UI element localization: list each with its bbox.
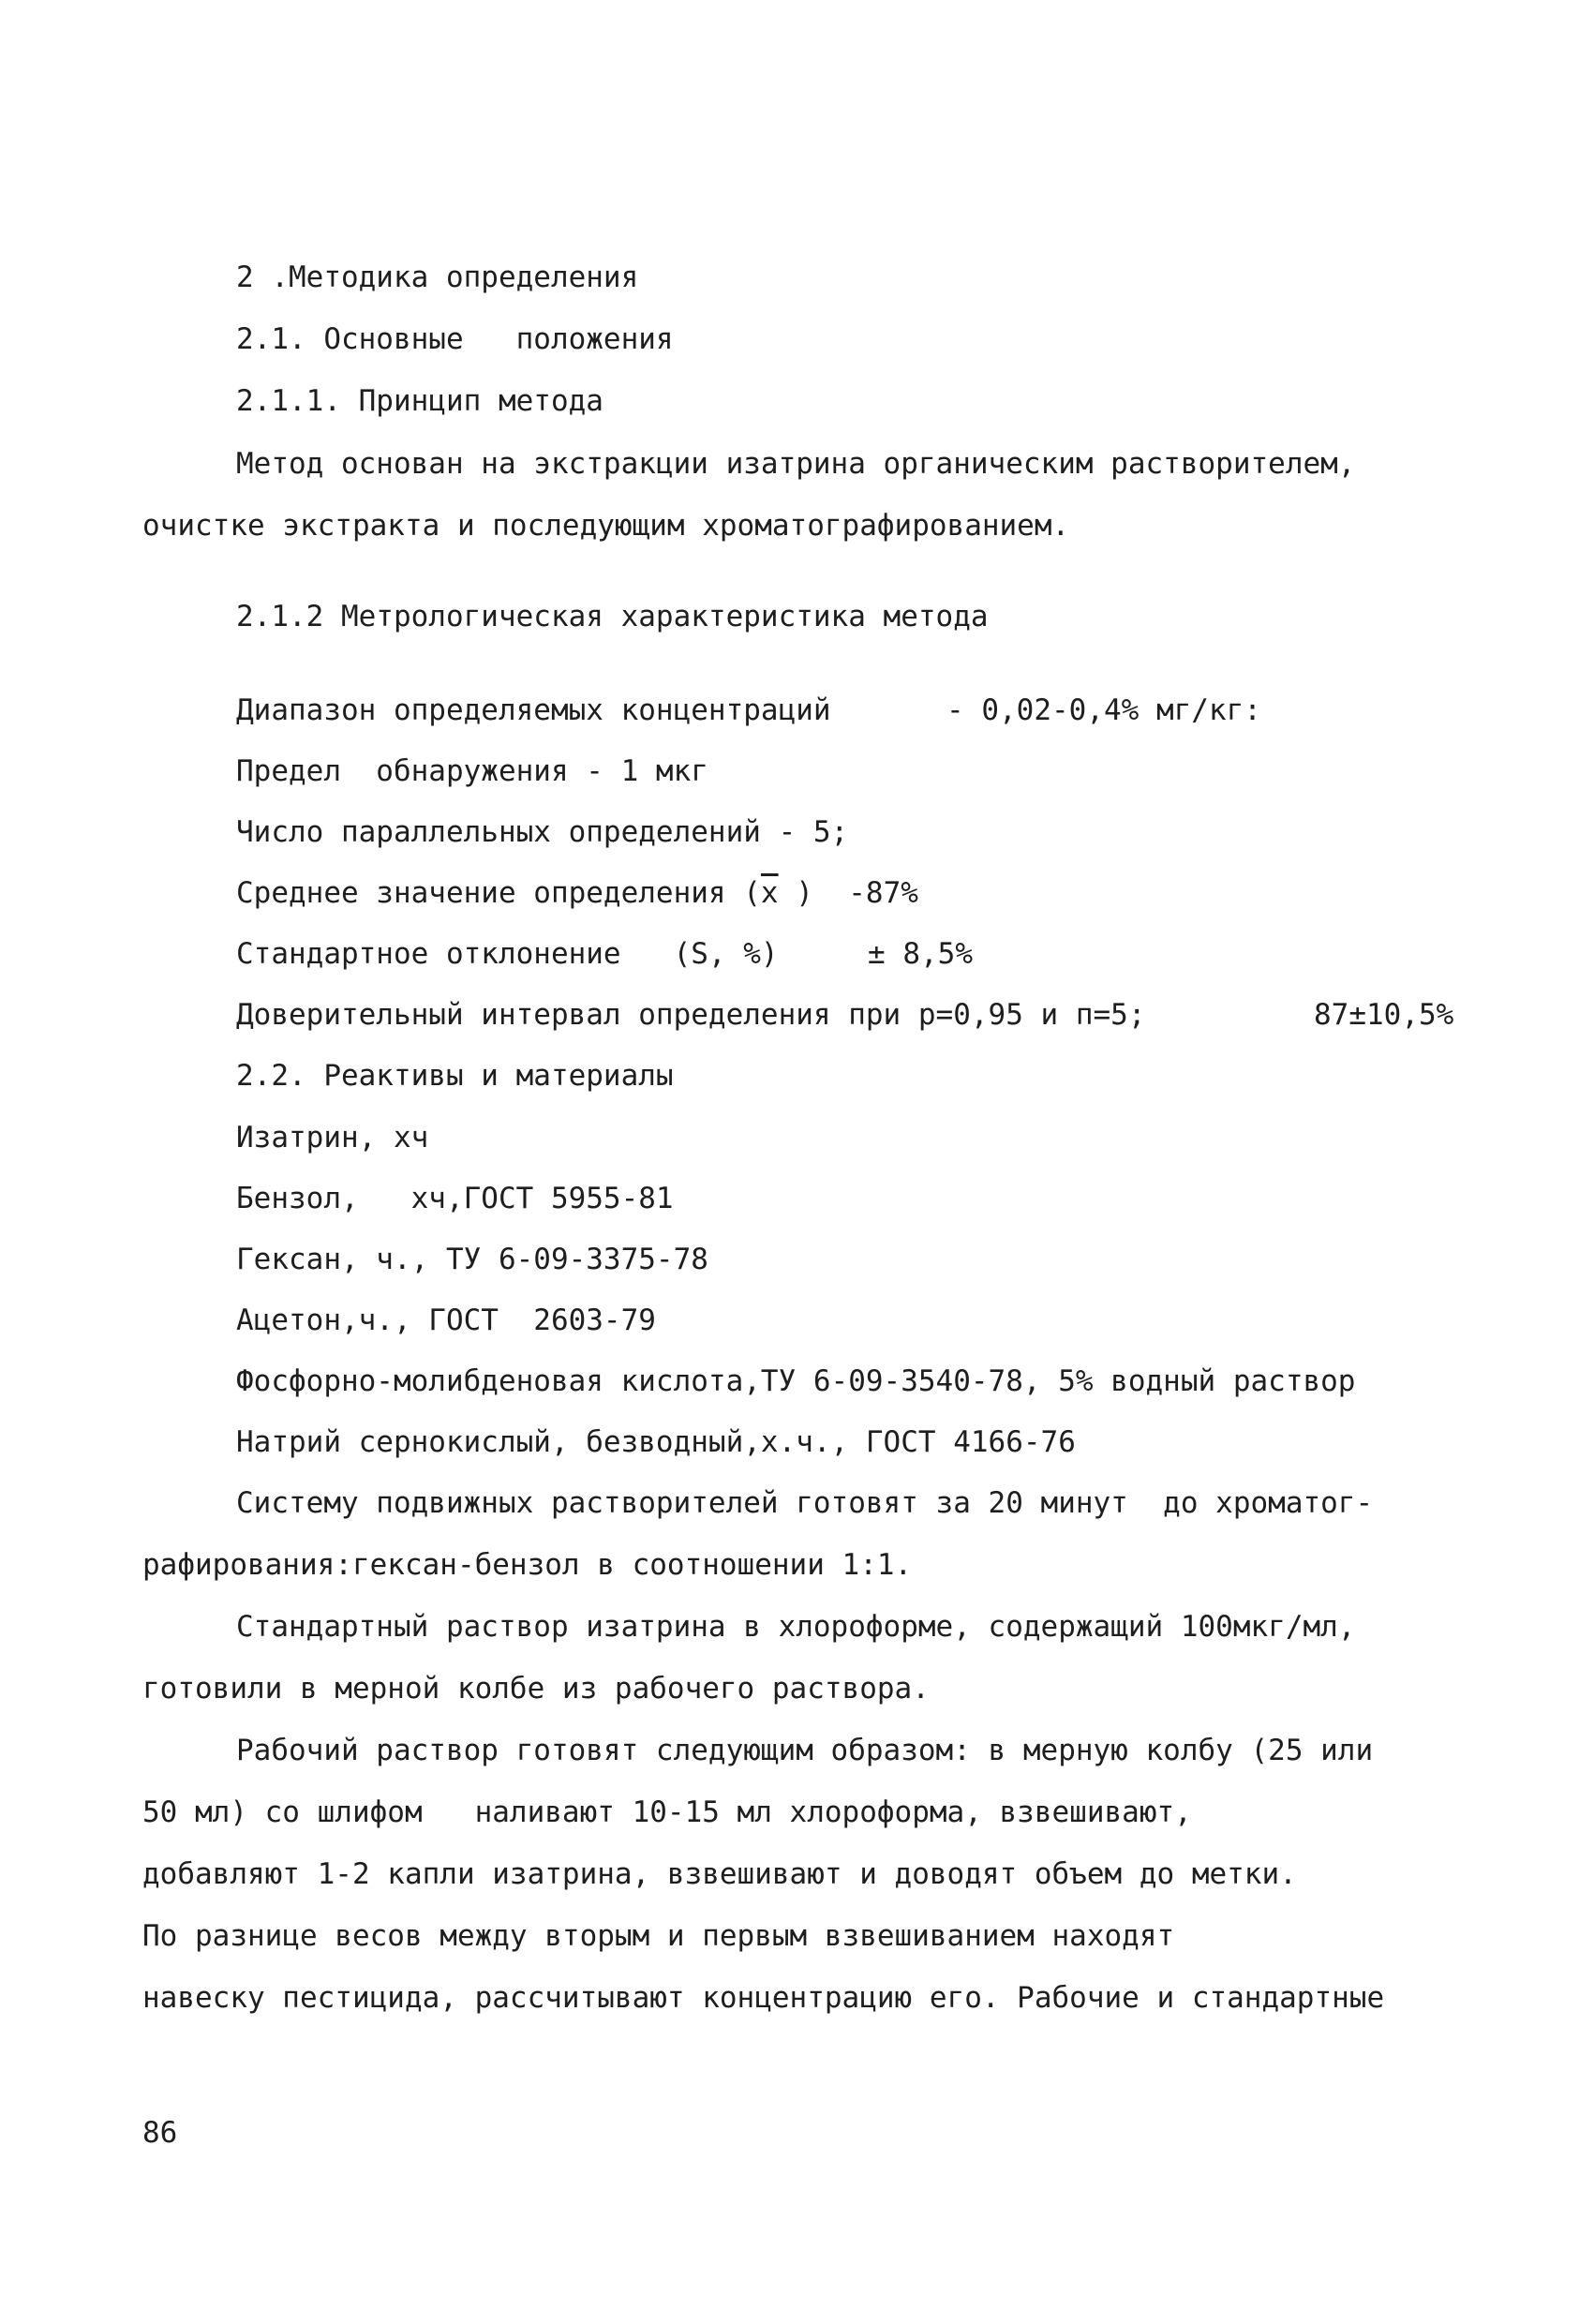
mean-value: ) -87% xyxy=(778,876,918,910)
paragraph-3-line-1: Рабочий раствор готовят следующим образом: в мерную колбу (25 или xyxy=(236,1734,1374,1767)
mean-line xyxy=(236,874,918,912)
paragraph-3-line-3: добавляют 1-2 капли изатрина, взвешивают и доводят объем до метки. xyxy=(142,1857,1297,1891)
subsubsection-heading: 2.1.1. Принцип метода xyxy=(236,384,603,418)
paragraph-3-line-2: 50 мл) со шлифом наливают 10-15 мл хлороформа, взвешивают, xyxy=(142,1795,1192,1829)
parallel-count: Число параллельных определений - 5; xyxy=(236,815,849,849)
reagent-item: Гексан, ч., ТУ 6-09-3375-78 xyxy=(236,1243,708,1276)
ci-value-line xyxy=(1314,996,1453,1034)
paragraph-2-line-2: готовили в мерной колбе из рабочего раствора. xyxy=(142,1672,930,1706)
subsection-heading: 2.1. Основные положения xyxy=(236,322,674,356)
std-value: 8,5% xyxy=(885,937,973,971)
paragraph-3-line-4: По разнице весов между вторым и первым взвешиванием находят xyxy=(142,1919,1175,1953)
page-number: 86 xyxy=(142,2116,178,2150)
reagents-heading: 2.2. Реактивы и материалы xyxy=(236,1059,674,1093)
reagent-item: Бензол, хч,ГОСТ 5955-81 xyxy=(236,1182,674,1215)
paragraph-3-line-5: навеску пестицида, рассчитывают концентрацию его. Рабочие и стандартные xyxy=(142,1981,1385,2015)
range-value: - 0,02-0,4% мг/кг: xyxy=(946,693,1261,727)
reagent-item: Натрий сернокислый, безводный,х.ч., ГОСТ 4166-76 xyxy=(236,1425,1076,1459)
mean-label: Среднее значение определения ( xyxy=(236,876,761,910)
reagent-item: Фосфорно-молибденовая кислота,ТУ 6-09-3540-78, 5% водный раствор xyxy=(236,1364,1356,1398)
principle-line-2: очистке экстракта и последующим хроматографированием. xyxy=(142,509,1070,543)
paragraph-1-line-2: рафирования:гексан-бензол в соотношении 1:1. xyxy=(142,1548,913,1582)
std-pm-sign: ± xyxy=(868,937,886,971)
reagent-item: Изатрин, хч xyxy=(236,1121,429,1155)
ci-label: Доверительный интервал определения при р=0,95 и п=5; xyxy=(236,998,1146,1032)
paragraph-1-line-1: Систему подвижных растворителей готовят за 20 минут до хроматог- xyxy=(236,1486,1374,1520)
ci-value-a: 87 xyxy=(1314,998,1349,1032)
principle-line-1: Метод основан на экстракции изатрина органическим растворителем, xyxy=(236,447,1356,481)
metrology-heading: 2.1.2 Метрологическая характеристика метода xyxy=(236,600,989,633)
ci-value-b: 10,5% xyxy=(1366,998,1454,1032)
range-label: Диапазон определяемых концентраций xyxy=(236,693,831,727)
reagent-item: Ацетон,ч., ГОСТ 2603-79 xyxy=(236,1304,656,1337)
std-value-line xyxy=(868,935,973,973)
section-title: 2 .Методика определения xyxy=(236,261,639,294)
paragraph-2-line-1: Стандартный раствор изатрина в хлороформе, содержащий 100мкг/мл, xyxy=(236,1610,1356,1644)
detection-limit: Предел обнаружения - 1 мкг xyxy=(236,754,708,788)
std-label: Стандартное отклонение (S, %) xyxy=(236,937,779,971)
mean-symbol: $\overline{x}$ xyxy=(760,876,779,910)
ci-pm-sign: ± xyxy=(1348,998,1366,1032)
